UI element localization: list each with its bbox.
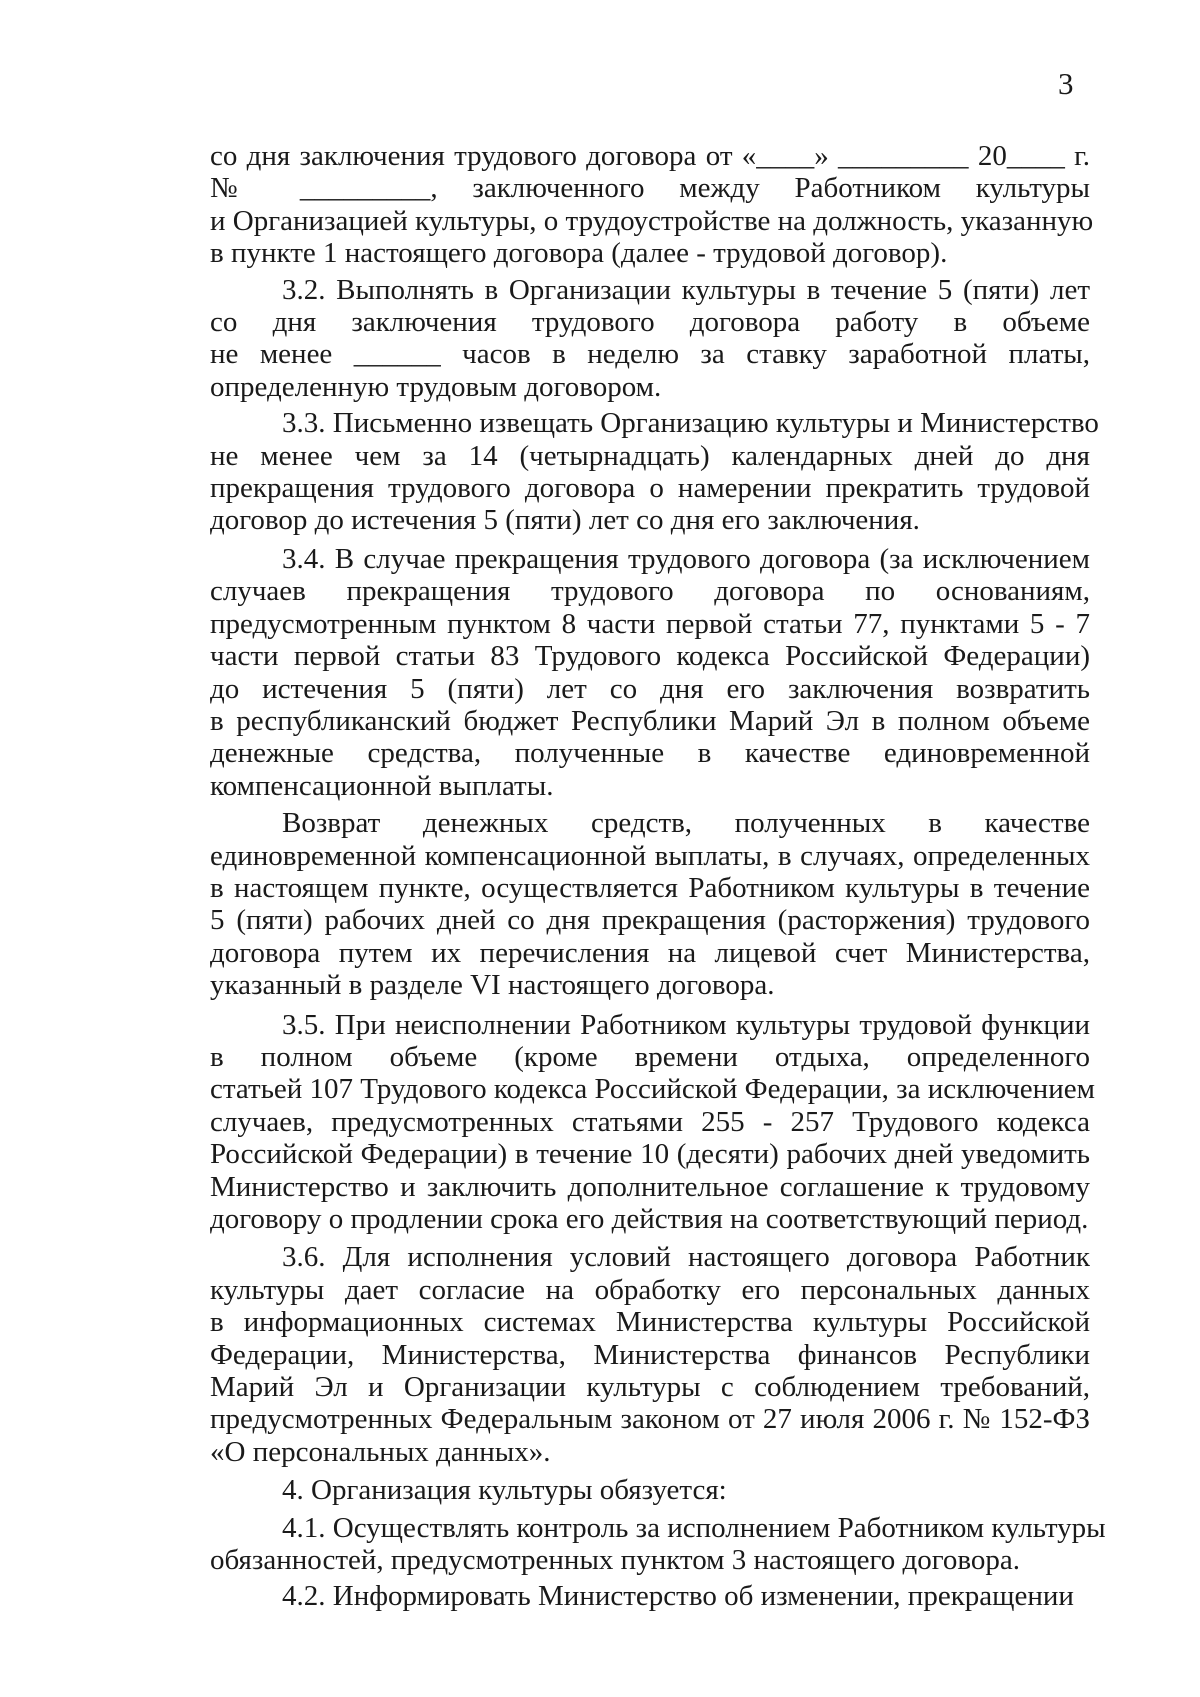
paragraph-line: случаев прекращения трудового договора по основаниям, (210, 575, 1090, 608)
paragraph-3-5 (210, 1008, 1095, 1236)
paragraph-line: Марий Эл и Организации культуры с соблюдением требований, (210, 1371, 1090, 1404)
paragraph-3-6 (210, 1241, 1090, 1468)
paragraph-line: не менее чем за 14 (четырнадцать) календарных дней до дня (210, 439, 1090, 472)
paragraph-line: Министерство и заключить дополнительное соглашение к трудовому (210, 1170, 1090, 1203)
paragraph-line: до истечения 5 (пяти) лет со дня его заключения возвратить (210, 672, 1090, 705)
paragraph-intro (210, 140, 1094, 270)
paragraph-line: компенсационной выплаты. (210, 769, 554, 802)
paragraph-line: части первой статьи 83 Трудового кодекса Российской Федерации) (210, 640, 1090, 673)
paragraph-line: «О персональных данных». (210, 1435, 551, 1468)
paragraph-line: Возврат денежных средств, полученных в качестве (282, 807, 1090, 840)
paragraph-4 (210, 1474, 1090, 1506)
document-body (210, 140, 1106, 1613)
paragraph-3-4 (210, 543, 1090, 802)
paragraph-line: прекращения трудового договора о намерении прекратить трудовой (210, 472, 1090, 505)
paragraph-line: 3.4. В случае прекращения трудового договора (за исключением (282, 542, 1090, 575)
paragraph-line: в информационных системах Министерства культуры Российской (210, 1306, 1090, 1339)
paragraph-line: предусмотренных Федеральным законом от 27 июля 2006 г. № 152-ФЗ (210, 1403, 1090, 1436)
paragraph-line: договора путем их перечисления на лицевой счет Министерства, (210, 936, 1090, 969)
paragraph-line: в полном объеме (кроме времени отдыха, определенного (210, 1040, 1090, 1073)
paragraph-4-2 (210, 1580, 1090, 1612)
paragraph-line: 3.3. Письменно извещать Организацию культуры и Министерство (282, 407, 1099, 440)
paragraph-line: 3.6. Для исполнения условий настоящего договора Работник (282, 1241, 1090, 1274)
paragraph-line: 4.1. Осуществлять контроль за исполнением Работником культуры (282, 1511, 1106, 1544)
paragraph-line: 3.5. При неисполнении Работником культуры трудовой функции (282, 1008, 1090, 1041)
paragraph-3-3 (210, 407, 1099, 537)
paragraph-4-1 (210, 1511, 1106, 1577)
paragraph-line: и Организацией культуры, о трудоустройстве на должность, указанную (210, 204, 1094, 237)
paragraph-line: со дня заключения трудового договора работу в объеме (210, 306, 1090, 339)
paragraph-line: 3.2. Выполнять в Организации культуры в течение 5 (пяти) лет (282, 273, 1090, 306)
paragraph-line: Российской Федерации) в течение 10 (десяти) рабочих дней уведомить (210, 1138, 1090, 1171)
paragraph-line: определенную трудовым договором. (210, 370, 662, 403)
paragraph-line: культуры дает согласие на обработку его персональных данных (210, 1273, 1090, 1306)
paragraph-line: случаев, предусмотренных статьями 255 - 257 Трудового кодекса (210, 1105, 1090, 1138)
paragraph-line: 5 (пяти) рабочих дней со дня прекращения (расторжения) трудового (210, 904, 1090, 937)
paragraph-line: единовременной компенсационной выплаты, в случаях, определенных (210, 839, 1090, 872)
paragraph-line: в пункте 1 настоящего договора (далее - трудовой договор). (210, 237, 948, 270)
paragraph-line: не менее ______ часов в неделю за ставку заработной платы, (210, 338, 1090, 371)
paragraph-line: со дня заключения трудового договора от «____» _________ 20____ г. (210, 140, 1090, 172)
paragraph-line: № _________, заключенного между Работником культуры (210, 172, 1090, 205)
paragraph-line: 4.2. Информировать Министерство об изменении, прекращении (282, 1580, 1074, 1613)
paragraph-line: договор до истечения 5 (пяти) лет со дня его заключения. (210, 504, 920, 537)
paragraph-line: денежные средства, полученные в качестве единовременной (210, 737, 1090, 770)
page-number: 3 (1058, 66, 1074, 101)
paragraph-3-2 (210, 274, 1090, 404)
paragraph-line: 4. Организация культуры обязуется: (282, 1474, 727, 1507)
paragraph-line: в настоящем пункте, осуществляется Работником культуры в течение (210, 871, 1090, 904)
paragraph-line: предусмотренным пунктом 8 части первой статьи 77, пунктами 5 - 7 (210, 607, 1090, 640)
paragraph-line: Федерации, Министерства, Министерства финансов Республики (210, 1338, 1090, 1371)
paragraph-line: указанный в разделе VI настоящего договора. (210, 969, 775, 1002)
paragraph-line: в республиканский бюджет Республики Марий Эл в полном объеме (210, 704, 1090, 737)
paragraph-line: статьей 107 Трудового кодекса Российской Федерации, за исключением (210, 1073, 1095, 1106)
paragraph-3-4-return (210, 807, 1090, 1001)
paragraph-line: договору о продлении срока его действия на соответствующий период. (210, 1203, 1089, 1235)
paragraph-line: обязанностей, предусмотренных пунктом 3 настоящего договора. (210, 1544, 1021, 1577)
